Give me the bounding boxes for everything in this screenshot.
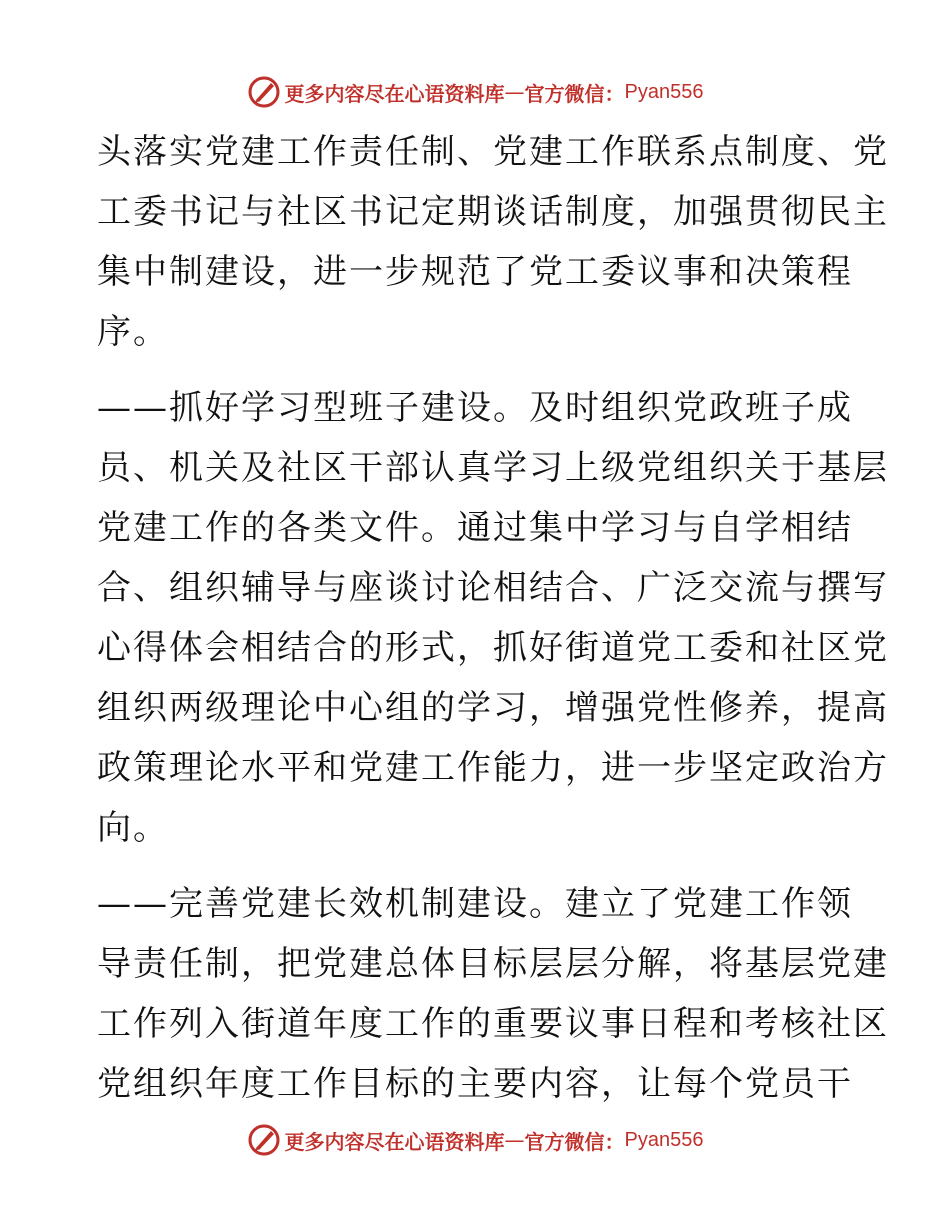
text-line: 序。 — [97, 312, 169, 352]
text-line: 向。 — [97, 808, 169, 848]
quill-logo-icon — [247, 75, 281, 109]
text-line: 党组织年度工作目标的主要内容，让每个党员干 — [97, 1064, 853, 1104]
text-line: 合、组织辅导与座谈讨论相结合、广泛交流与撰写 — [97, 568, 889, 608]
text-line: 集中制建设，进一步规范了党工委议事和决策程 — [97, 252, 853, 292]
quill-logo-icon — [247, 1123, 281, 1157]
watermark-wechat-id: Pyan556 — [624, 1128, 704, 1151]
text-line: 组织两级理论中心组的学习，增强党性修养，提高 — [97, 688, 889, 728]
watermark-official-label: 官方微信： — [524, 81, 625, 106]
paragraph-1 — [97, 122, 889, 362]
text-line: 导责任制，把党建总体目标层层分解，将基层党建 — [97, 944, 889, 984]
watermark-wechat-id: Pyan556 — [624, 80, 704, 103]
text-line: 党建工作的各类文件。通过集中学习与自学相结 — [97, 508, 853, 548]
text-line: 头落实党建工作责任制、党建工作联系点制度、党 — [97, 132, 889, 172]
watermark-main-text: 更多内容尽在心语资料库 — [284, 1129, 505, 1154]
text-line: 心得体会相结合的形式，抓好街道党工委和社区党 — [97, 628, 889, 668]
watermark-official-label: 官方微信： — [524, 1129, 625, 1154]
watermark-dash: — — [504, 80, 525, 104]
document-body — [97, 122, 889, 1114]
paragraph-2 — [97, 378, 889, 858]
watermark-main-text: 更多内容尽在心语资料库 — [284, 81, 505, 106]
header-watermark — [0, 72, 950, 112]
text-line: 工作列入街道年度工作的重要议事日程和考核社区 — [97, 1004, 889, 1044]
watermark-dash: — — [504, 1128, 525, 1152]
text-line: 工委书记与社区书记定期谈话制度，加强贯彻民主 — [97, 192, 889, 232]
paragraph-3 — [97, 874, 889, 1114]
footer-watermark — [0, 1120, 950, 1160]
text-line: ——抓好学习型班子建设。及时组织党政班子成 — [97, 388, 853, 428]
text-line: ——完善党建长效机制建设。建立了党建工作领 — [97, 884, 853, 924]
text-line: 员、机关及社区干部认真学习上级党组织关于基层 — [97, 448, 889, 488]
text-line: 政策理论水平和党建工作能力，进一步坚定政治方 — [97, 748, 889, 788]
